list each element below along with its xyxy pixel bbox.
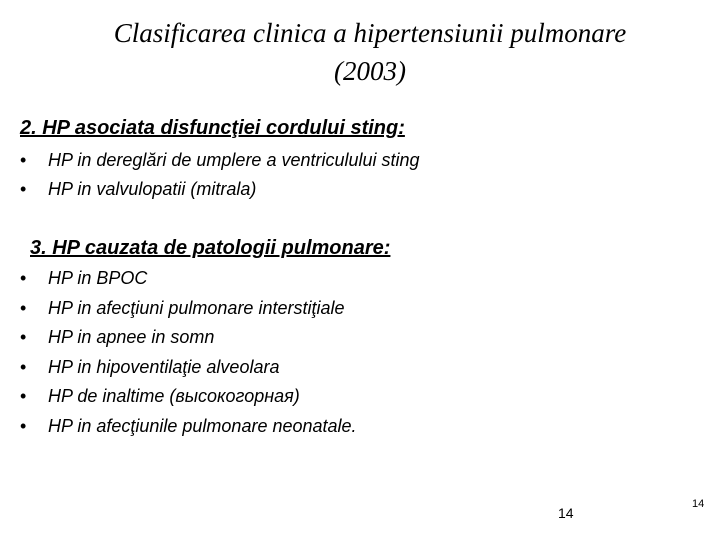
slide-title-line-1: Clasificarea clinica a hipertensiunii pulmonare <box>113 18 627 48</box>
list-item-text: HP in BPOC <box>48 268 148 288</box>
bullet-icon: • <box>20 415 27 436</box>
section-2-list <box>20 146 420 204</box>
list-item <box>20 382 357 412</box>
bullet-icon: • <box>20 327 27 347</box>
list-item-text: HP in afecţiunile pulmonare neonatale. <box>48 415 357 436</box>
list-item-text: HP in hipoventilaţie alveolara <box>48 356 280 377</box>
bullet-icon: • <box>20 150 27 170</box>
bullet-icon: • <box>20 179 27 199</box>
page-number: 14 <box>558 505 574 521</box>
bullet-icon: • <box>20 297 27 318</box>
section-3-heading: 3. HP cauzata de patologii pulmonare: <box>30 237 391 259</box>
list-item-text: HP in afecţiuni pulmonare interstiţiale <box>48 297 345 318</box>
slide-title-line-2: (2003) <box>334 56 406 86</box>
list-item-text: HP in valvulopatii (mitrala) <box>48 179 257 199</box>
list-item-text: HP in dereglări de umplere a ventriculului sting <box>48 150 420 170</box>
list-item <box>20 175 420 204</box>
bullet-icon: • <box>20 386 27 406</box>
list-item-text: HP in apnee in somn <box>48 327 215 347</box>
list-item <box>20 146 420 175</box>
list-item <box>20 323 357 353</box>
bullet-icon: • <box>20 268 27 288</box>
page-number-corner: 14 <box>692 498 705 510</box>
bullet-icon: • <box>20 356 27 377</box>
slide-title <box>60 14 680 90</box>
list-item <box>20 294 357 324</box>
section-3-list <box>20 264 357 441</box>
list-item <box>20 412 357 442</box>
list-item-text: HP de inaltime (высокогорная) <box>48 386 300 406</box>
section-2-heading: 2. HP asociata disfuncţiei cordului sting: <box>20 117 405 139</box>
list-item <box>20 353 357 383</box>
list-item <box>20 264 357 294</box>
